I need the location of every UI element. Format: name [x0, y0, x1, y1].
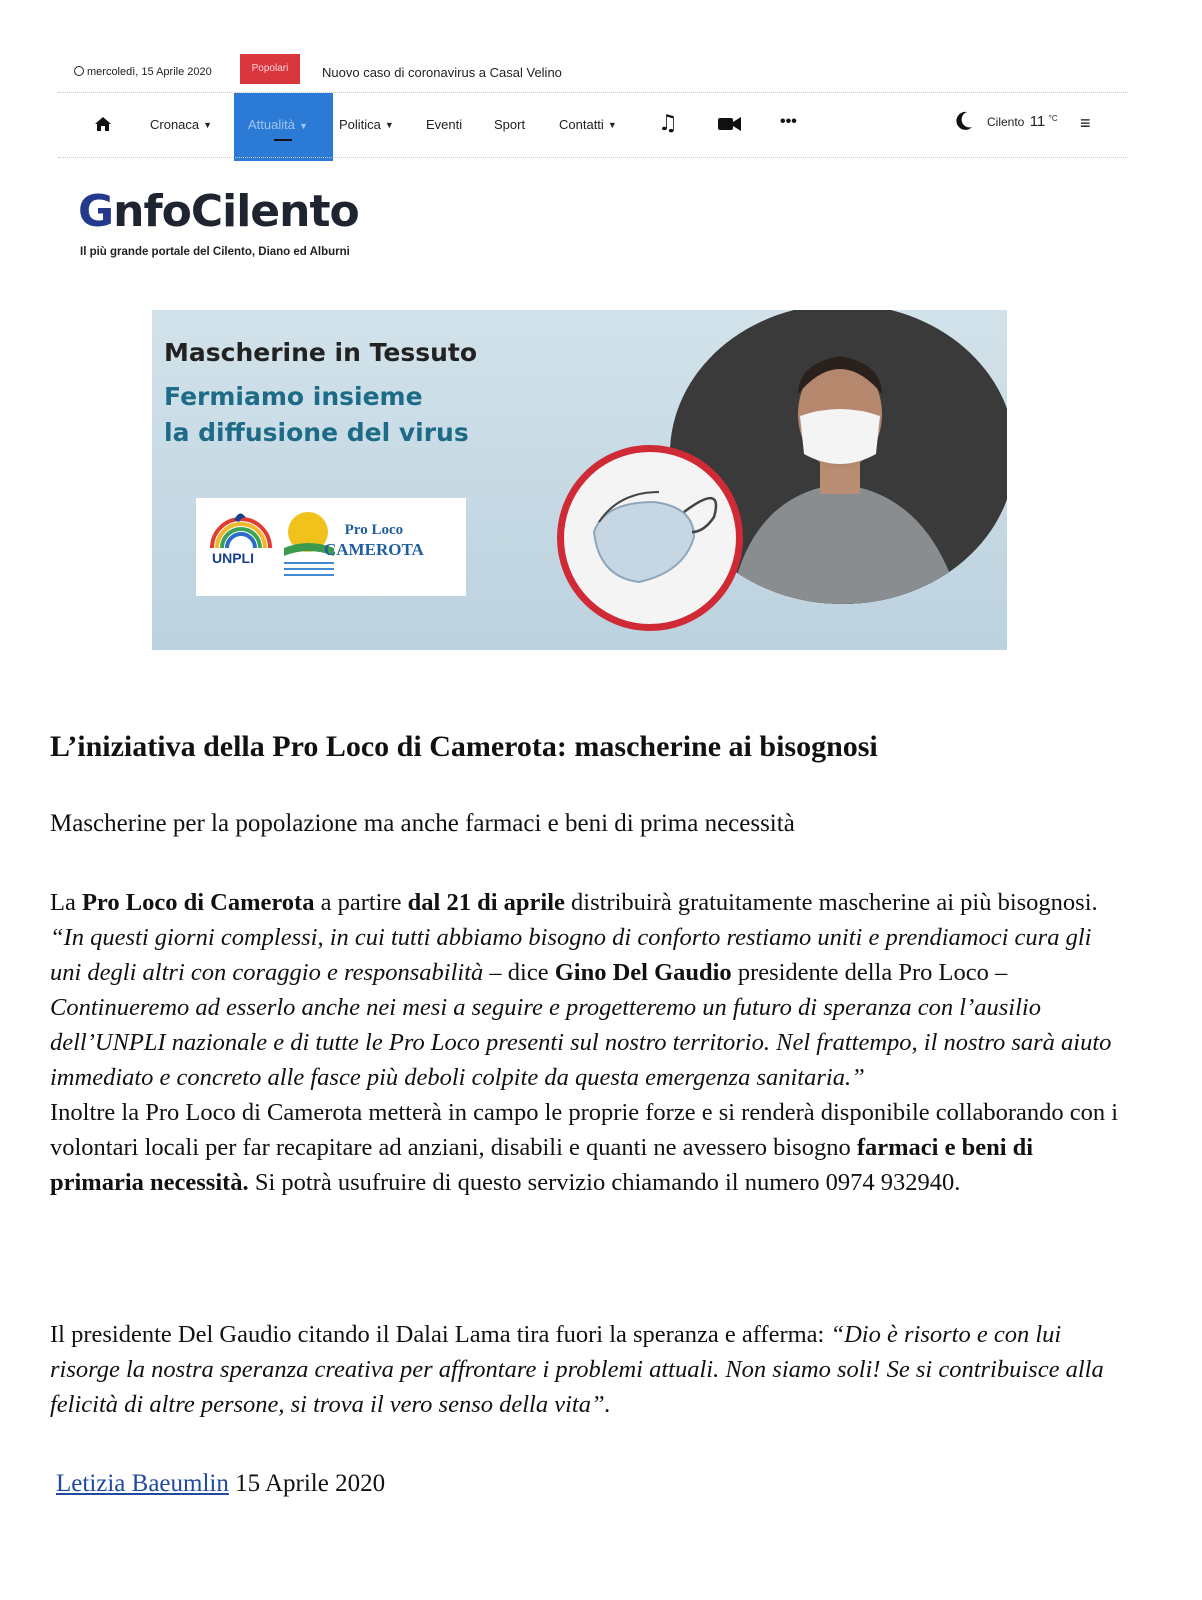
more-icon[interactable]: •••	[780, 113, 797, 130]
main-nav	[58, 93, 1128, 159]
rainbow-icon	[206, 506, 276, 550]
nav-eventi[interactable]: Eventi	[426, 117, 463, 132]
divider	[58, 157, 1128, 158]
banner-headline: Mascherine in Tessuto	[164, 338, 478, 367]
weather-widget[interactable]: Cilento 11 $^{^\circ C}$	[987, 113, 1058, 130]
nav-sport[interactable]: Sport	[494, 117, 526, 132]
top-bar	[58, 52, 1128, 92]
paragraph: Inoltre la Pro Loco di Camerota metterà in campo le proprie forze e si renderà disponibile collaborando con i volontari locali per far recapitare ad anziani, disabili e quanti ne avessero bisogno farmaci e beni di primaria necessità. Si potrà usufruire di questo servizio chiamando il numero 0974 932940.	[50, 1099, 1119, 1196]
music-icon[interactable]: ♫	[658, 111, 678, 136]
news-ticker[interactable]: Nuovo caso di coronavirus a Casal Velino	[322, 65, 562, 80]
popular-badge[interactable]: Popolari	[240, 54, 300, 84]
clock-icon	[74, 66, 84, 76]
publish-date: 15 Aprile 2020	[228, 1470, 386, 1497]
chevron-down-icon: ▼	[384, 120, 394, 130]
menu-icon[interactable]: ≡	[1080, 113, 1091, 133]
article-body-quote	[50, 1317, 1120, 1422]
fabric-mask-photo	[557, 445, 743, 631]
author-link[interactable]: Letizia Baeumlin	[56, 1470, 229, 1497]
nav-politica[interactable]: Politica ▼	[339, 117, 394, 132]
site-tagline: Il più grande portale del Cilento, Diano ed Alburni	[80, 246, 350, 258]
sponsor-logos	[196, 498, 466, 596]
active-underline	[274, 139, 292, 141]
chevron-down-icon: ▼	[607, 120, 617, 130]
banner-line-2: Fermiamo insieme	[164, 382, 423, 411]
paragraph: Il presidente Del Gaudio citando il Dalai Lama tira fuori la speranza e afferma: “Dio è risorto e con lui risorge la nostra speranza creativa per affrontare i problemi attuali. Non siamo soli! Se si contribuisce alla felicità di altre persone, si trova il vero senso della vita”.	[50, 1321, 1104, 1418]
chevron-down-icon: ▼	[298, 121, 308, 131]
video-icon[interactable]	[718, 116, 742, 132]
site-logo[interactable]: GnfoCilento	[78, 186, 359, 237]
ad-banner[interactable]	[152, 310, 1007, 650]
article-subtitle: Mascherine per la popolazione ma anche farmaci e beni di prima necessità	[50, 810, 795, 837]
article-title: L’iniziativa della Pro Loco di Camerota: mascherine ai bisognosi	[50, 730, 878, 763]
moon-icon[interactable]	[955, 111, 973, 131]
proloco-logo-text: Pro Loco CAMEROTA	[324, 522, 424, 559]
nav-contatti[interactable]: Contatti ▼	[559, 117, 617, 132]
home-icon[interactable]	[94, 116, 112, 132]
nav-attualita[interactable]: Attualità ▼	[234, 93, 333, 161]
banner-line-3: la diffusione del virus	[164, 418, 469, 447]
byline	[56, 1470, 385, 1498]
paragraph: La Pro Loco di Camerota a partire dal 21 di aprile distribuirà gratuitamente mascherine ai più bisognosi. “In questi giorni complessi, in cui tutti abbiamo bisogno di conforto restiamo uniti e prendiamoci cura gli uni degli altri con coraggio e responsabilità – dice Gino Del Gaudio presidente della Pro Loco – Continueremo ad esserlo anche nei mesi a seguire e progetteremo un futuro di speranza con l’ausilio dell’UNPLI nazionale e di tutte le Pro Loco presenti sul nostro territorio. Nel frattempo, il nostro sarà aiuto immediato e concreto alle fasce più deboli colpite da questa emergenza sanitaria.”	[50, 889, 1112, 1091]
unpli-logo: UNPLI	[206, 506, 276, 588]
chevron-down-icon: ▼	[203, 120, 213, 130]
header-date: mercoledì, 15 Aprile 2020	[74, 66, 212, 78]
article-body	[50, 885, 1120, 1200]
nav-cronaca[interactable]: Cronaca ▼	[150, 117, 213, 132]
